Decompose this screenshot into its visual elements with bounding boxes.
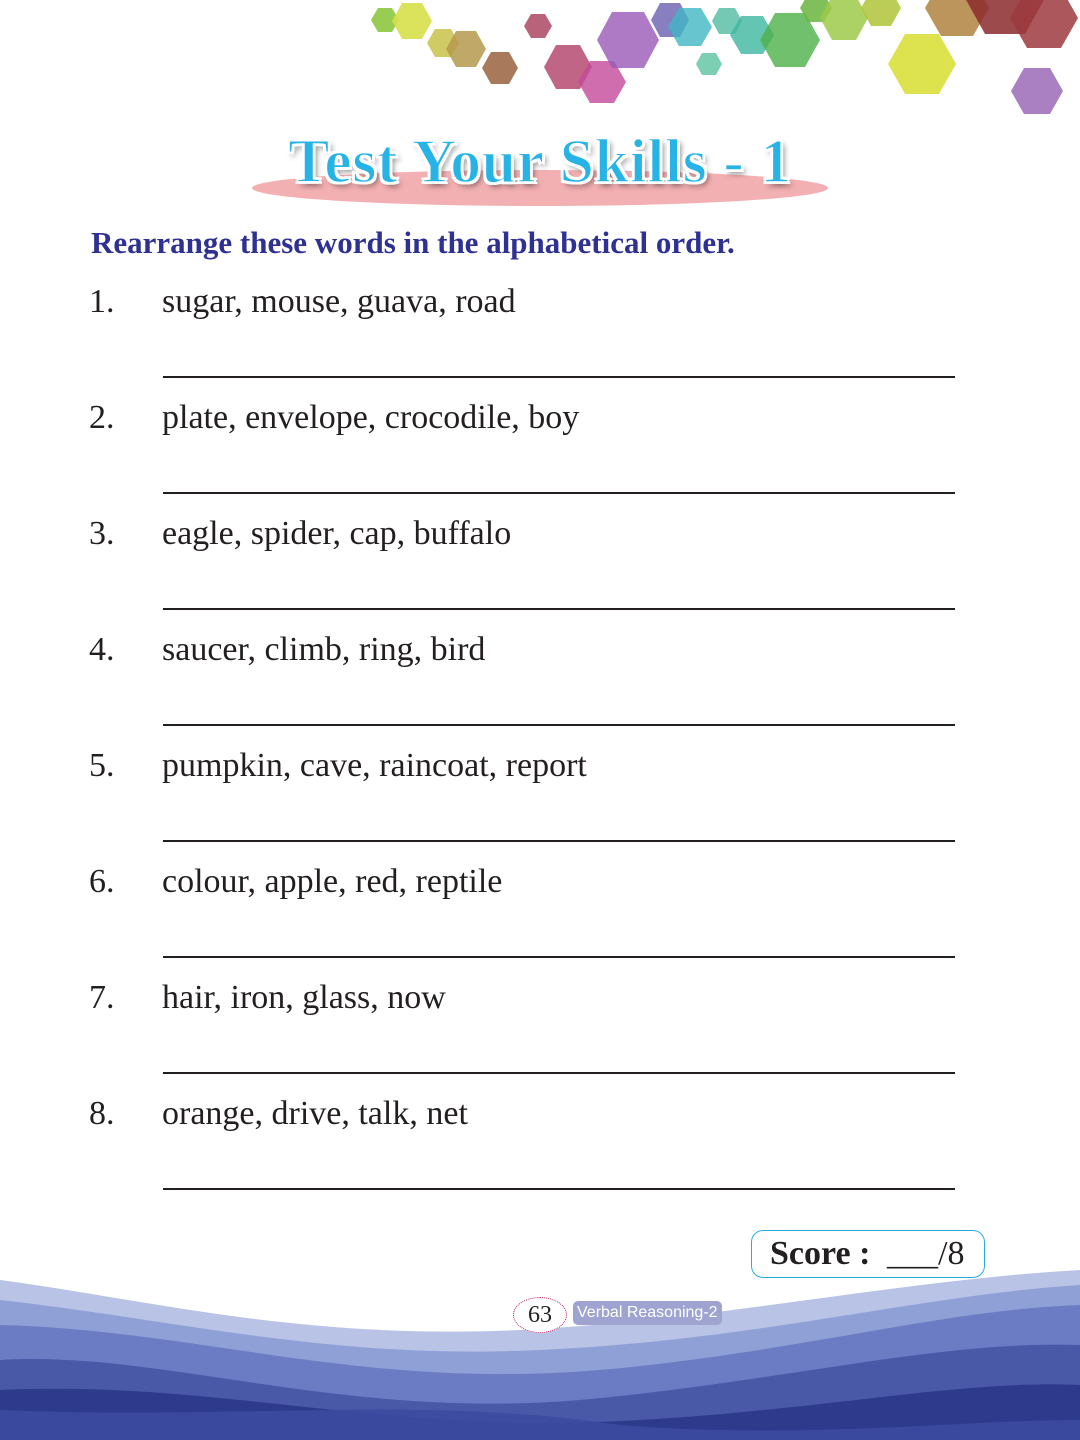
question-item — [0, 1092, 1080, 1208]
question-item — [0, 280, 1080, 396]
question-number: 7. — [89, 979, 115, 1016]
question-number: 3. — [89, 515, 115, 552]
question-item — [0, 860, 1080, 976]
answer-line[interactable] — [163, 376, 955, 378]
question-words: saucer, climb, ring, bird — [162, 631, 486, 668]
score-box — [751, 1230, 985, 1278]
question-number: 8. — [89, 1095, 115, 1132]
hexagon-decoration — [0, 0, 1080, 130]
question-item — [0, 396, 1080, 512]
page-footer — [0, 1296, 1080, 1336]
page-title: Test Your Skills - 1 — [288, 128, 792, 196]
instruction-text: Rearrange these words in the alphabetical order. — [91, 225, 735, 260]
question-item — [0, 628, 1080, 744]
question-list — [0, 280, 1080, 1208]
question-item — [0, 512, 1080, 628]
question-words: pumpkin, cave, raincoat, report — [162, 747, 587, 784]
question-number: 6. — [89, 863, 115, 900]
question-item — [0, 744, 1080, 860]
question-words: eagle, spider, cap, buffalo — [162, 515, 512, 552]
question-number: 2. — [89, 399, 115, 436]
question-words: hair, iron, glass, now — [162, 979, 446, 1016]
book-name-badge: Verbal Reasoning-2 — [573, 1301, 722, 1325]
question-number: 4. — [89, 631, 115, 668]
answer-line[interactable] — [163, 1072, 955, 1074]
question-item — [0, 976, 1080, 1092]
answer-line[interactable] — [163, 724, 955, 726]
score-label: Score : — [770, 1235, 871, 1272]
question-words: sugar, mouse, guava, road — [162, 283, 516, 320]
answer-line[interactable] — [163, 608, 955, 610]
question-number: 1. — [89, 283, 115, 320]
question-words: colour, apple, red, reptile — [162, 863, 503, 900]
page-number: 63 — [513, 1297, 567, 1333]
score-value[interactable]: ___/8 — [887, 1235, 965, 1272]
question-number: 5. — [89, 747, 115, 784]
title-banner — [0, 118, 1080, 218]
answer-line[interactable] — [163, 492, 955, 494]
question-words: plate, envelope, crocodile, boy — [162, 399, 580, 436]
answer-line[interactable] — [163, 1188, 955, 1190]
question-words: orange, drive, talk, net — [162, 1095, 468, 1132]
answer-line[interactable] — [163, 956, 955, 958]
answer-line[interactable] — [163, 840, 955, 842]
